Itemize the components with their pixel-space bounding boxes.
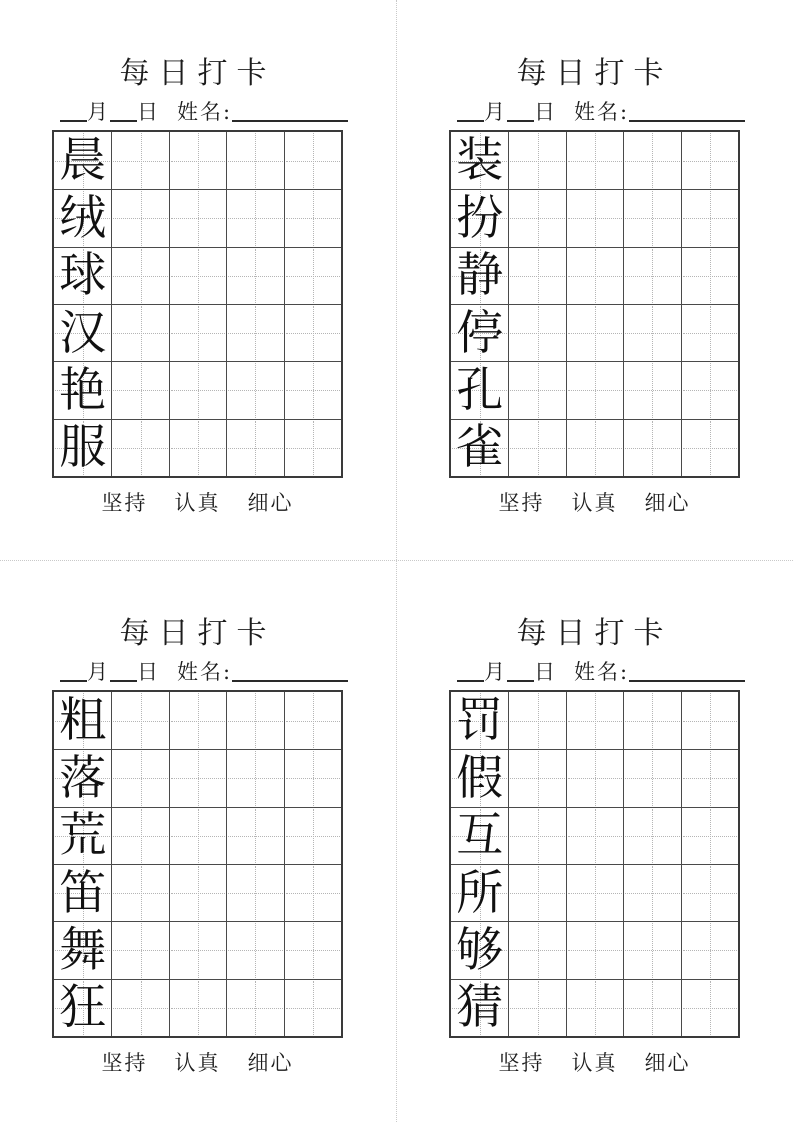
- model-character: 静: [456, 248, 504, 304]
- model-character: 假: [456, 750, 504, 806]
- model-character-cell: [451, 749, 508, 806]
- practice-cell: [623, 304, 680, 361]
- motto-word: 认真: [571, 491, 618, 515]
- card-title: 每日打卡: [516, 616, 673, 651]
- practice-cell: [169, 419, 226, 476]
- practice-cell: [681, 361, 738, 418]
- model-character-cell: [54, 979, 111, 1036]
- practice-card: [397, 0, 793, 560]
- model-character: 荒: [59, 808, 107, 864]
- practice-cell: [169, 921, 226, 978]
- model-character-cell: [54, 692, 111, 749]
- practice-cell: [508, 189, 565, 246]
- motto-word: 认真: [174, 1051, 221, 1075]
- practice-grid: [449, 690, 740, 1038]
- model-character: 球: [59, 248, 107, 304]
- practice-grid: [449, 130, 740, 478]
- day-label: 日: [137, 660, 160, 684]
- practice-cell: [284, 247, 341, 304]
- practice-cell: [566, 979, 623, 1036]
- practice-cell: [284, 749, 341, 806]
- model-character-cell: [54, 921, 111, 978]
- practice-cell: [111, 864, 168, 921]
- model-character: 狂: [59, 980, 107, 1036]
- model-character: 互: [456, 808, 504, 864]
- name-blank-line: [629, 106, 745, 122]
- practice-cell: [681, 864, 738, 921]
- practice-cell: [623, 132, 680, 189]
- month-label: 月: [484, 660, 507, 684]
- model-character-cell: [451, 304, 508, 361]
- model-character-cell: [54, 864, 111, 921]
- practice-card: [0, 560, 396, 1120]
- model-character: 够: [456, 922, 504, 978]
- model-character-cell: [54, 189, 111, 246]
- practice-cell: [226, 419, 283, 476]
- motto-word: 坚持: [101, 491, 148, 515]
- practice-cell: [681, 189, 738, 246]
- practice-cell: [111, 304, 168, 361]
- practice-cell: [681, 921, 738, 978]
- practice-cell: [681, 247, 738, 304]
- model-character-cell: [54, 132, 111, 189]
- practice-cell: [681, 979, 738, 1036]
- practice-cell: [169, 979, 226, 1036]
- practice-cell: [226, 864, 283, 921]
- practice-cell: [508, 132, 565, 189]
- practice-cell: [623, 189, 680, 246]
- practice-cell: [508, 304, 565, 361]
- practice-cell: [226, 692, 283, 749]
- day-blank-line: [110, 666, 137, 682]
- practice-cell: [566, 807, 623, 864]
- model-character: 所: [456, 865, 504, 921]
- day-blank-line: [507, 106, 534, 122]
- date-name-line: [60, 96, 348, 126]
- practice-cell: [681, 692, 738, 749]
- motto-word: 细心: [247, 1051, 294, 1075]
- practice-cell: [681, 419, 738, 476]
- day-label: 日: [534, 660, 557, 684]
- motto: [52, 1047, 343, 1077]
- model-character: 扮: [456, 190, 504, 246]
- name-label: 姓名:: [574, 660, 630, 684]
- model-character-cell: [451, 247, 508, 304]
- motto: [449, 1047, 740, 1077]
- practice-cell: [284, 807, 341, 864]
- motto-word: 细心: [247, 491, 294, 515]
- practice-cell: [169, 189, 226, 246]
- practice-cell: [681, 304, 738, 361]
- practice-cell: [566, 361, 623, 418]
- model-character-cell: [54, 807, 111, 864]
- practice-grid: [52, 130, 343, 478]
- date-name-line: [457, 96, 745, 126]
- practice-cell: [623, 749, 680, 806]
- practice-cell: [111, 419, 168, 476]
- motto-word: 认真: [571, 1051, 618, 1075]
- model-character: 猜: [456, 980, 504, 1036]
- practice-cell: [111, 692, 168, 749]
- name-blank-line: [629, 666, 745, 682]
- day-label: 日: [137, 100, 160, 124]
- practice-cell: [508, 692, 565, 749]
- practice-cell: [226, 247, 283, 304]
- practice-cell: [508, 864, 565, 921]
- motto-word: 细心: [644, 491, 691, 515]
- practice-cell: [111, 132, 168, 189]
- card-title: 每日打卡: [516, 56, 673, 91]
- practice-cell: [681, 132, 738, 189]
- practice-cell: [226, 807, 283, 864]
- practice-cell: [111, 921, 168, 978]
- practice-cell: [508, 979, 565, 1036]
- practice-cell: [623, 247, 680, 304]
- practice-cell: [226, 132, 283, 189]
- model-character: 落: [59, 750, 107, 806]
- model-character: 孔: [456, 362, 504, 418]
- practice-cell: [508, 749, 565, 806]
- practice-cell: [623, 979, 680, 1036]
- motto-word: 细心: [644, 1051, 691, 1075]
- model-character: 笛: [59, 865, 107, 921]
- practice-cell: [623, 864, 680, 921]
- practice-cell: [111, 189, 168, 246]
- practice-cell: [226, 979, 283, 1036]
- motto-word: 认真: [174, 491, 221, 515]
- practice-cell: [284, 921, 341, 978]
- name-label: 姓名:: [177, 660, 233, 684]
- motto: [449, 487, 740, 517]
- date-name-line: [60, 656, 348, 686]
- practice-cell: [111, 247, 168, 304]
- model-character: 装: [456, 133, 504, 189]
- month-blank-line: [60, 106, 87, 122]
- model-character-cell: [54, 419, 111, 476]
- month-label: 月: [484, 100, 507, 124]
- day-blank-line: [507, 666, 534, 682]
- practice-cell: [566, 749, 623, 806]
- model-character: 服: [59, 420, 107, 476]
- practice-cell: [169, 807, 226, 864]
- motto-word: 坚持: [498, 1051, 545, 1075]
- model-character: 舞: [59, 922, 107, 978]
- practice-cell: [681, 807, 738, 864]
- name-blank-line: [232, 106, 348, 122]
- practice-cell: [566, 419, 623, 476]
- practice-cell: [284, 864, 341, 921]
- practice-cell: [169, 247, 226, 304]
- model-character: 绒: [59, 190, 107, 246]
- practice-cell: [169, 749, 226, 806]
- practice-cell: [623, 361, 680, 418]
- practice-cell: [111, 979, 168, 1036]
- model-character-cell: [451, 189, 508, 246]
- motto-word: 坚持: [498, 491, 545, 515]
- practice-cell: [226, 921, 283, 978]
- model-character: 粗: [59, 693, 107, 749]
- practice-cell: [284, 979, 341, 1036]
- practice-cell: [284, 361, 341, 418]
- practice-cell: [169, 361, 226, 418]
- model-character: 停: [456, 305, 504, 361]
- practice-cell: [508, 807, 565, 864]
- practice-cell: [226, 361, 283, 418]
- model-character-cell: [54, 749, 111, 806]
- practice-cell: [226, 189, 283, 246]
- practice-cell: [623, 692, 680, 749]
- model-character-cell: [451, 419, 508, 476]
- practice-cell: [284, 692, 341, 749]
- name-label: 姓名:: [574, 100, 630, 124]
- practice-cell: [111, 361, 168, 418]
- model-character-cell: [451, 132, 508, 189]
- model-character-cell: [451, 921, 508, 978]
- practice-cell: [508, 419, 565, 476]
- practice-cell: [566, 132, 623, 189]
- practice-cell: [169, 132, 226, 189]
- date-name-line: [457, 656, 745, 686]
- model-character-cell: [54, 304, 111, 361]
- practice-cell: [284, 304, 341, 361]
- day-blank-line: [110, 106, 137, 122]
- motto: [52, 487, 343, 517]
- model-character: 罚: [456, 693, 504, 749]
- month-label: 月: [87, 660, 110, 684]
- model-character-cell: [451, 864, 508, 921]
- day-label: 日: [534, 100, 557, 124]
- model-character-cell: [54, 247, 111, 304]
- practice-cell: [508, 361, 565, 418]
- month-label: 月: [87, 100, 110, 124]
- practice-card: [397, 560, 793, 1120]
- month-blank-line: [457, 666, 484, 682]
- practice-cell: [566, 864, 623, 921]
- model-character-cell: [54, 361, 111, 418]
- practice-cell: [169, 864, 226, 921]
- practice-cell: [623, 419, 680, 476]
- name-blank-line: [232, 666, 348, 682]
- model-character-cell: [451, 692, 508, 749]
- practice-cell: [623, 921, 680, 978]
- practice-cell: [508, 921, 565, 978]
- practice-cell: [566, 304, 623, 361]
- model-character-cell: [451, 979, 508, 1036]
- motto-word: 坚持: [101, 1051, 148, 1075]
- practice-cell: [111, 807, 168, 864]
- practice-cell: [226, 749, 283, 806]
- name-label: 姓名:: [177, 100, 233, 124]
- practice-cell: [681, 749, 738, 806]
- practice-cell: [226, 304, 283, 361]
- practice-cell: [623, 807, 680, 864]
- practice-cell: [111, 749, 168, 806]
- practice-cell: [284, 419, 341, 476]
- model-character-cell: [451, 361, 508, 418]
- practice-cell: [284, 189, 341, 246]
- practice-cell: [508, 247, 565, 304]
- model-character: 艳: [59, 362, 107, 418]
- practice-cell: [566, 921, 623, 978]
- practice-cell: [566, 692, 623, 749]
- month-blank-line: [60, 666, 87, 682]
- practice-grid: [52, 690, 343, 1038]
- model-character: 雀: [456, 420, 504, 476]
- model-character-cell: [451, 807, 508, 864]
- card-title: 每日打卡: [119, 616, 276, 651]
- model-character: 汉: [59, 305, 107, 361]
- card-title: 每日打卡: [119, 56, 276, 91]
- practice-cell: [169, 692, 226, 749]
- practice-cell: [566, 189, 623, 246]
- practice-cell: [566, 247, 623, 304]
- practice-card: [0, 0, 396, 560]
- month-blank-line: [457, 106, 484, 122]
- model-character: 晨: [59, 133, 107, 189]
- practice-cell: [284, 132, 341, 189]
- practice-cell: [169, 304, 226, 361]
